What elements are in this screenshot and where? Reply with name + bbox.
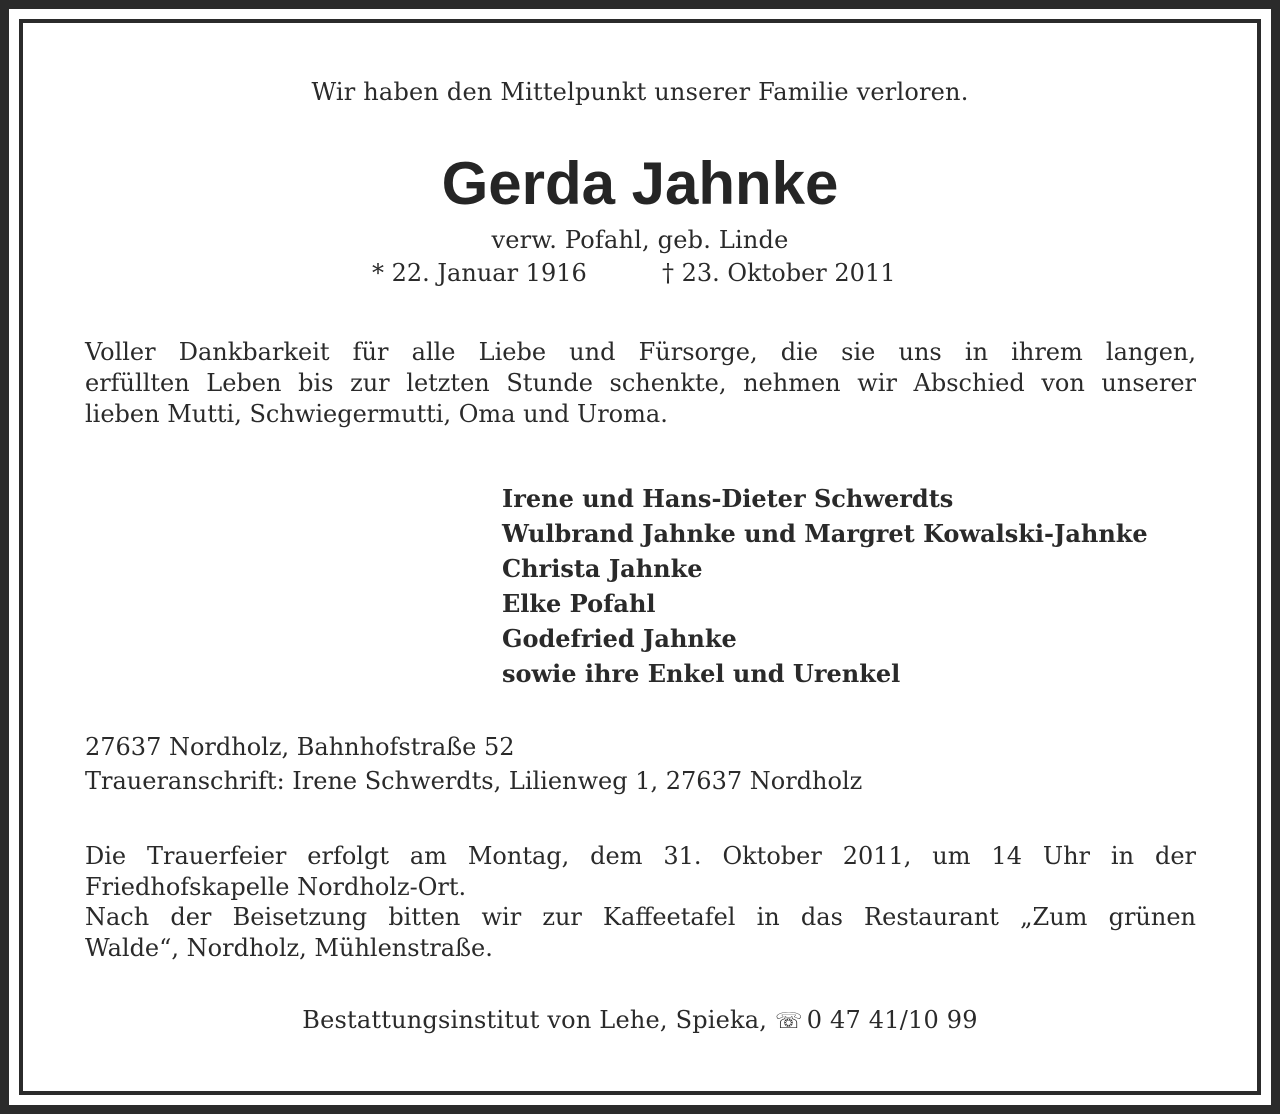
- ceremony-line-2: Friedhofskapelle Nordholz-Ort.: [85, 873, 467, 901]
- gratitude-line-2: erfüllten Leben bis zur letzten Stunde schenkte, nehmen wir Abschied von unserer: [85, 369, 1196, 397]
- signer: Christa Jahnke: [502, 554, 703, 583]
- reception-line-2: Walde“, Nordholz, Mühlenstraße.: [85, 934, 493, 962]
- signer: Irene und Hans-Dieter Schwerdts: [502, 484, 954, 513]
- gratitude-line-3: lieben Mutti, Schwiegermutti, Oma und Uroma.: [85, 400, 668, 428]
- reception-line-1: Nach der Beisetzung bitten wir zur Kaffeetafel in das Restaurant „Zum grünen: [85, 903, 1196, 931]
- signer: sowie ihre Enkel und Urenkel: [502, 659, 901, 688]
- address-block: [85, 730, 862, 798]
- signer: Wulbrand Jahnke und Margret Kowalski-Jahnke: [502, 519, 1148, 548]
- funeral-home-phone: 0 47 41/10 99: [806, 1006, 978, 1034]
- telephone-icon: ☏: [774, 1009, 803, 1034]
- mourning-address: Traueranschrift: Irene Schwerdts, Lilienweg 1, 27637 Nordholz: [85, 767, 863, 795]
- birth-date: * 22. Januar 1916: [372, 259, 587, 287]
- reception-paragraph: [85, 902, 1196, 964]
- gratitude-line-1: Voller Dankbarkeit für alle Liebe und Fürsorge, die sie uns in ihrem langen,: [85, 338, 1196, 366]
- funeral-home-name: Bestattungsinstitut von Lehe, Spieka,: [302, 1006, 768, 1034]
- signer: Elke Pofahl: [502, 589, 656, 618]
- deceased-name: Gerda Jahnke: [441, 150, 839, 217]
- signer: Godefried Jahnke: [502, 624, 737, 653]
- ceremony-paragraph: [85, 841, 1196, 903]
- ceremony-line-1: Die Trauerfeier erfolgt am Montag, dem 31. Oktober 2011, um 14 Uhr in der: [85, 842, 1196, 870]
- death-date: † 23. Oktober 2011: [662, 259, 896, 287]
- deceased-alias: verw. Pofahl, geb. Linde: [491, 226, 789, 254]
- funeral-home-footer: [0, 1005, 1280, 1037]
- signers-list: [502, 481, 1148, 691]
- home-address: 27637 Nordholz, Bahnhofstraße 52: [85, 733, 515, 761]
- intro-line: Wir haben den Mittelpunkt unserer Familie verloren.: [311, 78, 969, 106]
- gratitude-paragraph: [85, 337, 1196, 430]
